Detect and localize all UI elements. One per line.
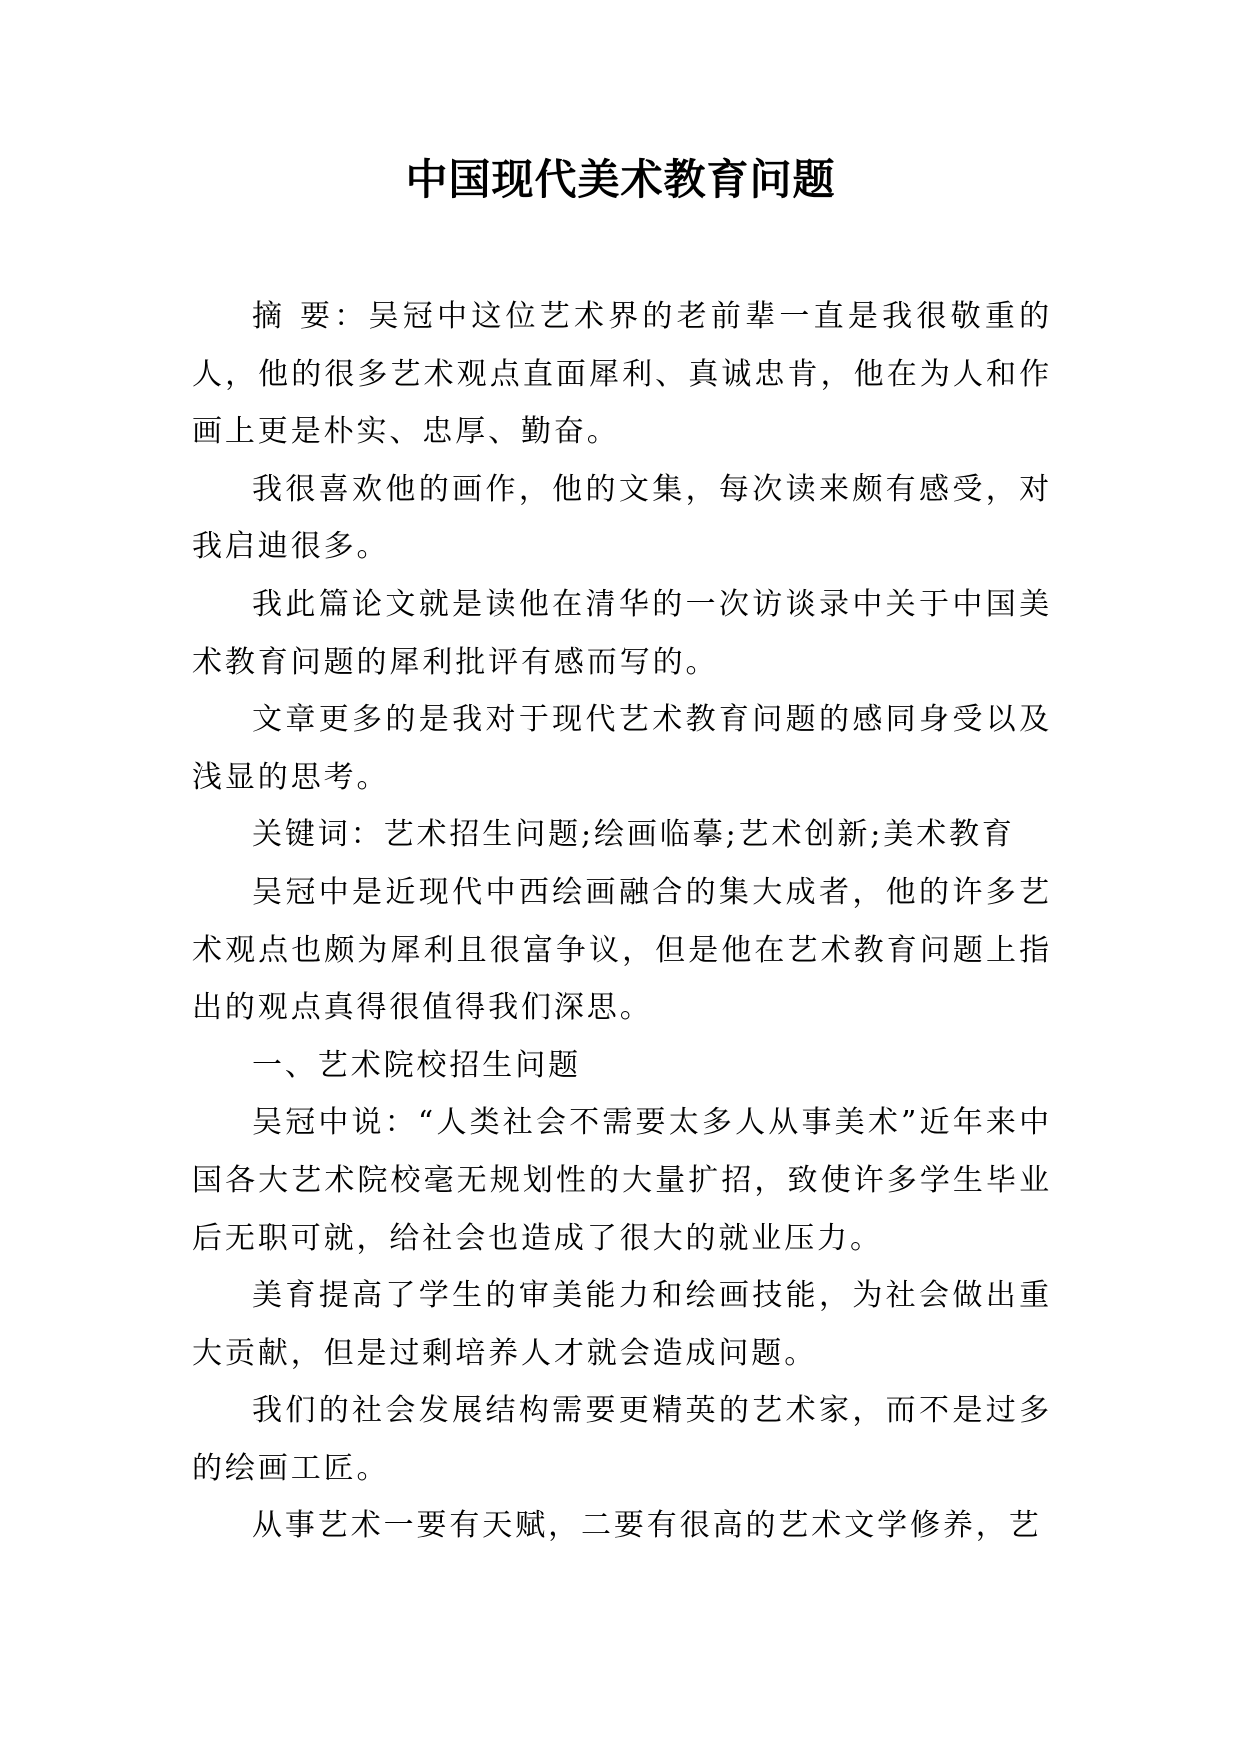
body-paragraph: 文章更多的是我对于现代艺术教育问题的感同身受以及浅显的思考。 (192, 702, 1052, 795)
body-paragraph: 我很喜欢他的画作，他的文集，每次读来颇有感受，对我启迪很多。 (192, 471, 1052, 565)
body-paragraph: 吴冠中是近现代中西绘画融合的集大成者，他的许多艺术观点也颇为犀利且很富争议，但是他在艺术教育问题上指出的观点真得很值得我们深思。 (192, 874, 1052, 1026)
keywords-paragraph: 关键词：艺术招生问题;绘画临摹;艺术创新;美术教育 (252, 817, 1015, 853)
body-paragraph: 从事艺术一要有天赋，二要有很高的艺术文学修养，艺 (252, 1508, 1042, 1544)
document-body (192, 288, 1052, 1555)
body-paragraph: 我此篇论文就是读他在清华的一次访谈录中关于中国美术教育问题的犀利批评有感而写的。 (192, 586, 1052, 680)
body-paragraph: 美育提高了学生的审美能力和绘画技能，为社会做出重大贡献，但是过剩培养人才就会造成问题。 (192, 1278, 1052, 1371)
body-paragraph: 我们的社会发展结构需要更精英的艺术家，而不是过多的绘画工匠。 (192, 1393, 1052, 1486)
body-paragraph: 吴冠中说：“人类社会不需要太多人从事美术”近年来中国各大艺术院校毫无规划性的大量扩招，致使许多学生毕业后无职可就，给社会也造成了很大的就业压力。 (192, 1105, 1052, 1256)
document-title: 中国现代美术教育问题 (405, 155, 836, 204)
abstract-paragraph: 摘 要：吴冠中这位艺术界的老前辈一直是我很敬重的人，他的很多艺术观点直面犀利、真诚忠肯，他在为人和作画上更是朴实、忠厚、勤奋。 (192, 299, 1052, 450)
section-heading: 一、艺术院校招生问题 (252, 1047, 581, 1083)
